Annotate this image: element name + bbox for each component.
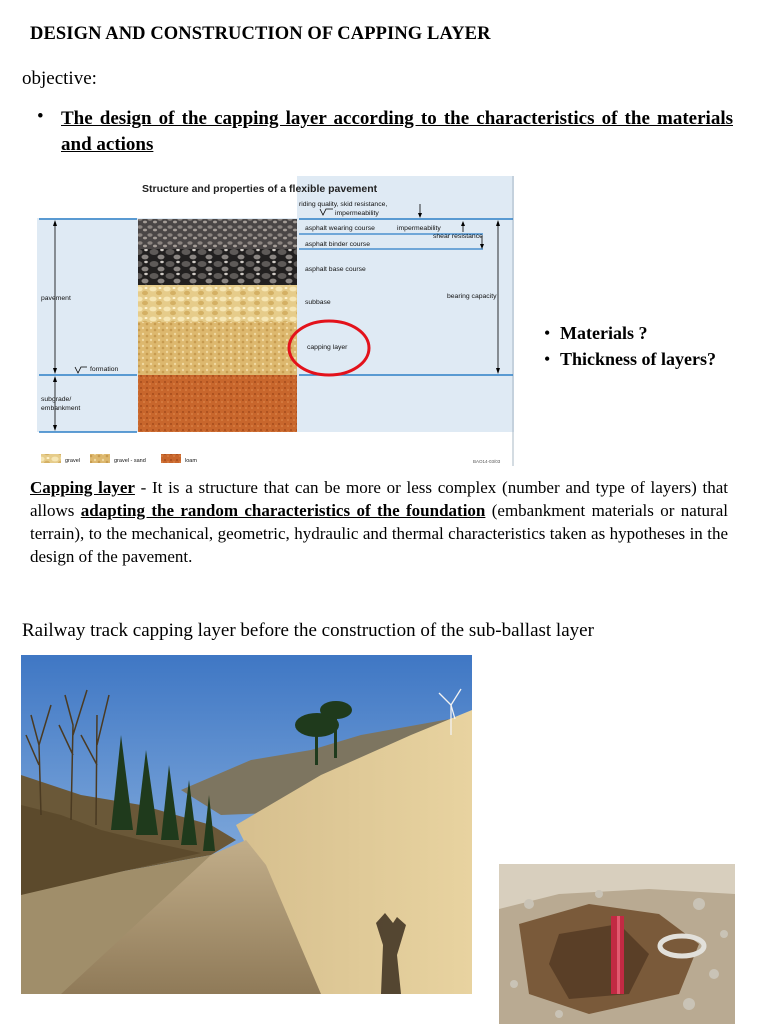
- legend-gravel-sand: gravel - sand: [114, 458, 146, 464]
- list-item: [544, 320, 716, 346]
- objective-bullet: •: [37, 106, 44, 127]
- paragraph-emphasis: adapting the random characteristics of the foundation: [80, 501, 486, 520]
- legend-swatch-gravel-sand: [90, 454, 110, 463]
- legend-loam: loam: [185, 458, 197, 464]
- legend-swatch-gravel: [41, 454, 61, 463]
- figure-code: BAO14-03/03: [473, 459, 501, 464]
- side-question-list: [544, 320, 716, 372]
- bullet: •: [544, 349, 551, 369]
- annotation-impermeability: impermeability: [335, 210, 379, 217]
- list-item-text: Thickness of layers?: [560, 349, 717, 369]
- layer-label-wearing: asphalt wearing course: [305, 225, 375, 232]
- layer-label-binder: asphalt binder course: [305, 241, 370, 248]
- layer-label-subbase: subbase: [305, 299, 331, 306]
- pavement-structure-figure: [37, 176, 514, 466]
- annotation-impermeability-2: impermeability: [397, 225, 441, 232]
- annotation-riding-quality: riding quality, skid resistance,: [299, 201, 388, 208]
- label-formation: formation: [90, 366, 119, 373]
- label-embankment: embankment: [41, 405, 81, 412]
- layer-label-base: asphalt base course: [305, 266, 366, 273]
- label-bearing-capacity: bearing capacity: [447, 293, 497, 300]
- railway-cut-photo: [21, 655, 472, 994]
- layer-label-capping: capping layer: [307, 344, 348, 351]
- paragraph-text-1: - It is a structure that can be more or less complex (number and type of layers) that allows: [30, 478, 728, 520]
- photo-caption: Railway track capping layer before the construction of the sub-ballast layer: [22, 620, 594, 641]
- label-subgrade: subgrade/: [41, 396, 72, 403]
- list-item-text: Materials ?: [560, 323, 648, 343]
- legend-swatch-loam: [161, 454, 181, 463]
- objective-label: objective:: [22, 68, 97, 89]
- paragraph-text-2: (embankment materials or natural terrain), to the mechanical, geometric, hydraulic and thermal characteristics taken as hypotheses in the design of the pavement.: [30, 501, 728, 566]
- bullet: •: [544, 323, 551, 343]
- objective-text: The design of the capping layer according to the characteristics of the materials and actions: [61, 108, 733, 155]
- label-pavement: pavement: [41, 295, 71, 302]
- definition-paragraph: [30, 476, 728, 568]
- legend-gravel: gravel: [65, 458, 80, 464]
- figure-title: Structure and properties of a flexible pavement: [142, 183, 378, 195]
- capping-layer-closeup-photo: [499, 864, 735, 1024]
- term-capping-layer: Capping layer: [30, 478, 135, 497]
- page-title: DESIGN AND CONSTRUCTION OF CAPPING LAYER: [30, 24, 491, 44]
- annotation-shear-resistance: shear resistance: [433, 233, 483, 240]
- list-item: [544, 346, 716, 372]
